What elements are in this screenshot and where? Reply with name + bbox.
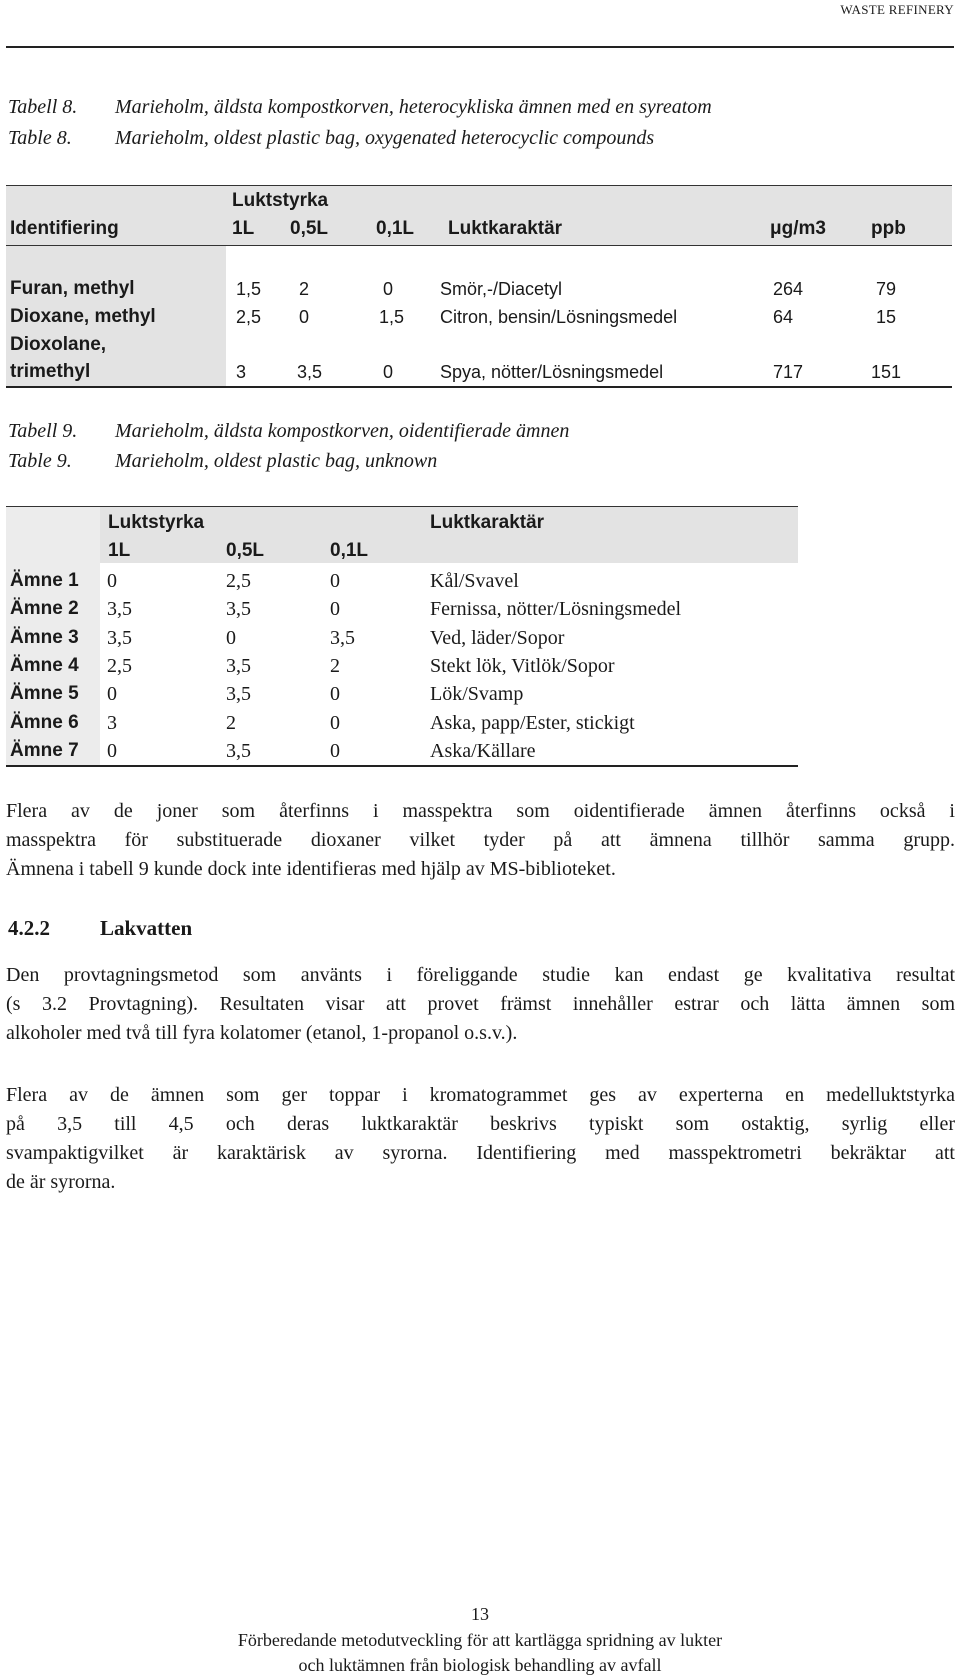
table9-row-1l: 0 <box>107 570 117 592</box>
table9-row-01l: 3,5 <box>330 626 355 649</box>
table8-caption-sv <box>8 96 712 119</box>
paragraph-1 <box>6 797 955 884</box>
paragraph-2-line: (s 3.2 Provtagning). Resultaten visar att provet främst innehåller estrar och lätta ämnen som <box>6 993 955 1015</box>
paragraph-3-line: svampaktigvilket är karaktärisk av syrorna. Identifiering med masspektrometri bekräktar att <box>6 1142 955 1164</box>
table9-caption-sv-text: Marieholm, äldsta kompostkorven, oidentifierade ämnen <box>115 420 570 442</box>
table9-caption-en <box>8 450 437 473</box>
table9-row-1l: 3,5 <box>107 626 132 649</box>
table8-caption-sv-label: Tabell 8. <box>8 96 78 118</box>
table9-caption-en-label: Table 9. <box>8 450 72 472</box>
table8-caption-en <box>8 127 654 150</box>
table8-row3-ugm3: 717 <box>773 362 804 382</box>
table8-header-ppb: ppb <box>871 218 906 239</box>
table9-caption-sv <box>8 420 569 443</box>
paragraph-2-line: Den provtagningsmetod som använts i föreliggande studie kan endast ge kvalitativa resultat <box>6 964 955 986</box>
table8-row3-05l: 3,5 <box>297 362 323 382</box>
paragraph-3 <box>6 1081 955 1197</box>
table8-bottom-rule <box>6 386 952 388</box>
table8-header-1l: 1L <box>232 218 255 239</box>
table8-row3-01l: 0 <box>383 362 394 382</box>
table9-row-name: Ämne 4 <box>10 654 79 676</box>
table9-row-odor: Aska, papp/Ester, stickigt <box>430 711 635 734</box>
table9-row-01l: 0 <box>330 598 340 621</box>
table8-label-band <box>6 246 226 268</box>
table8-header-01l: 0,1L <box>376 218 415 239</box>
table8-row1-name: Furan, methyl <box>10 278 135 299</box>
paragraph-3-line: på 3,5 till 4,5 och deras luktkaraktär beskrivs typiskt som ostaktig, syrlig eller <box>6 1113 955 1135</box>
table8-caption-sv-text: Marieholm, äldsta kompostkorven, heterocykliska ämnen med en syreatom <box>115 96 712 118</box>
table8-header-luktstyrka: Luktstyrka <box>232 190 329 211</box>
table9-row-1l: 0 <box>107 683 117 706</box>
table8-row2-odor: Citron, bensin/Lösningsmedel <box>440 307 678 327</box>
running-header: WASTE REFINERY <box>840 2 954 17</box>
table9-row-01l: 0 <box>330 739 340 762</box>
table8-row2-05l: 0 <box>299 307 310 327</box>
table8-row3-ppb: 151 <box>871 362 902 382</box>
table9-header-luktstyrka: Luktstyrka <box>108 512 205 533</box>
section-title: Lakvatten <box>100 916 193 940</box>
table9-row-05l: 2 <box>226 711 236 734</box>
page-number: 13 <box>471 1604 489 1624</box>
table9-row-01l: 0 <box>330 711 340 734</box>
table9-header-05l: 0,5L <box>226 540 265 561</box>
table9-row-01l: 0 <box>330 570 340 592</box>
table9-row-05l: 0 <box>226 626 236 649</box>
table9-header-01l: 0,1L <box>330 540 369 561</box>
paragraph-2 <box>6 961 955 1048</box>
table9-row-1l: 0 <box>107 739 117 762</box>
footer-line-2: och luktämnen från biologisk behandling av avfall <box>298 1655 662 1675</box>
table9-row-name: Ämne 2 <box>10 598 79 620</box>
table9-row-name: Ämne 3 <box>10 626 79 648</box>
table8-row3-1l: 3 <box>236 362 247 382</box>
table9-header-luktkaraktar: Luktkaraktär <box>430 512 545 533</box>
table9-header-1l: 1L <box>108 540 131 561</box>
table9-row-odor: Kål/Svavel <box>430 570 519 592</box>
table9-row-01l: 2 <box>330 654 340 677</box>
table9-row-name: Ämne 6 <box>10 711 79 733</box>
table8-row2-01l: 1,5 <box>379 307 405 327</box>
table8-row1-01l: 0 <box>383 279 394 299</box>
header-rule <box>6 46 954 48</box>
table9-row-05l: 3,5 <box>226 683 251 706</box>
table8-row1-ugm3: 264 <box>773 279 804 299</box>
table9-caption-en-text: Marieholm, oldest plastic bag, unknown <box>115 450 438 472</box>
table8-row1-ppb: 79 <box>876 279 897 299</box>
table9-row-odor: Fernissa, nötter/Lösningsmedel <box>430 598 682 621</box>
table8-row3-name-line1: Dioxolane, <box>10 334 107 355</box>
table8-header-ugm3: μg/m3 <box>770 218 826 239</box>
table9-row-01l: 0 <box>330 683 340 706</box>
paragraph-1-line: masspektra för substituerade dioxaner vilket tyder på att ämnena tillhör samma grupp. <box>6 829 955 851</box>
table9-row-05l: 3,5 <box>226 598 251 621</box>
table9-row-odor: Lök/Svamp <box>430 683 524 706</box>
table9-row-05l: 3,5 <box>226 739 251 762</box>
paragraph-2-line: alkoholer med två till fyra kolatomer (etanol, 1-propanol o.s.v.). <box>6 1022 518 1044</box>
table8-row1-odor: Smör,-/Diacetyl <box>440 279 563 299</box>
section-number: 4.2.2 <box>8 916 50 940</box>
table8-row2-name: Dioxane, methyl <box>10 306 156 327</box>
table9-row-name: Ämne 1 <box>10 570 79 591</box>
table9-row-05l: 2,5 <box>226 570 251 592</box>
paragraph-1-line: Ämnena i tabell 9 kunde dock inte identifieras med hjälp av MS-biblioteket. <box>6 858 616 880</box>
table9-row-name: Ämne 5 <box>10 683 79 705</box>
table8-caption-en-text: Marieholm, oldest plastic bag, oxygenated heterocyclic compounds <box>115 127 655 149</box>
table9-row-1l: 3 <box>107 711 117 734</box>
table8-caption-en-label: Table 8. <box>8 127 72 149</box>
table8-row2-ppb: 15 <box>876 307 897 327</box>
table8-header-identifiering: Identifiering <box>10 218 119 239</box>
table8-row1-1l: 1,5 <box>236 279 262 299</box>
table9-row-odor: Stekt lök, Vitlök/Sopor <box>430 654 615 677</box>
table8-header-05l: 0,5L <box>290 218 329 239</box>
paragraph-3-line: de är syrorna. <box>6 1171 116 1193</box>
table9-row-1l: 2,5 <box>107 654 132 677</box>
table9-row-odor: Ved, läder/Sopor <box>430 626 565 649</box>
table9-row-odor: Aska/Källare <box>430 739 536 762</box>
table9-caption-sv-label: Tabell 9. <box>8 420 78 442</box>
table8-row3-odor: Spya, nötter/Lösningsmedel <box>440 362 664 382</box>
table9-row-1l: 3,5 <box>107 598 132 621</box>
footer-line-1: Förberedande metodutveckling för att kartlägga spridning av lukter <box>237 1630 723 1650</box>
table9-row-05l: 3,5 <box>226 654 251 677</box>
table8-header-luktkaraktar: Luktkaraktär <box>448 218 563 239</box>
paragraph-3-line: Flera av de ämnen som ger toppar i kromatogrammet ges av experterna en medelluktstyrka <box>6 1084 955 1106</box>
table9-row-name: Ämne 7 <box>10 739 79 761</box>
paragraph-1-line: Flera av de joner som återfinns i masspektra som oidentifierade ämnen återfinns också i <box>6 800 955 822</box>
table8-row1-05l: 2 <box>299 279 310 299</box>
table8-row3-name-line2: trimethyl <box>10 361 91 382</box>
table8-row2-ugm3: 64 <box>773 307 794 327</box>
table8-row2-1l: 2,5 <box>236 307 262 327</box>
table9-bottom-rule <box>6 765 798 767</box>
